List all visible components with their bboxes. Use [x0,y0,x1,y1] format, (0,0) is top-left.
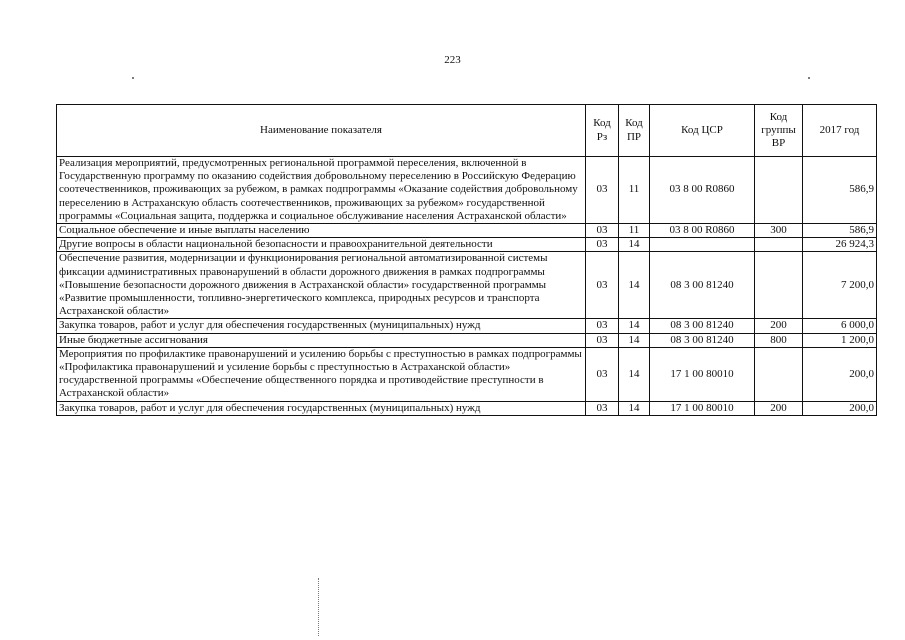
row-pr: 14 [619,252,650,319]
row-csr: 08 3 00 81240 [650,333,755,347]
row-vr [755,238,803,252]
row-rz: 03 [586,238,619,252]
row-name: Обеспечение развития, модернизации и функционирования региональной автоматизированной системы фиксации административных правонарушений в области дорожного движения в рамках подпрограммы «Повышение безопасности дорожного движения в Астраханской области» государственной программы «Развитие промышленности, топливно-энергетического комплекса, природных ресурсов и транспорта Астраханской области» [57,252,586,319]
row-amount: 6 000,0 [803,319,877,333]
row-name: Иные бюджетные ассигнования [57,333,586,347]
table-header-row [57,105,877,157]
row-rz: 03 [586,347,619,401]
table-row [57,252,877,319]
row-csr: 08 3 00 81240 [650,252,755,319]
row-csr: 03 8 00 R0860 [650,157,755,224]
row-pr: 11 [619,157,650,224]
table-row [57,238,877,252]
row-vr [755,252,803,319]
scan-dot [808,77,810,79]
row-vr: 800 [755,333,803,347]
row-csr: 17 1 00 80010 [650,401,755,415]
row-csr: 03 8 00 R0860 [650,224,755,238]
row-csr: 17 1 00 80010 [650,347,755,401]
row-rz: 03 [586,252,619,319]
table-row [57,224,877,238]
header-csr: Код ЦСР [650,105,755,157]
row-csr: 08 3 00 81240 [650,319,755,333]
row-rz: 03 [586,157,619,224]
row-amount: 1 200,0 [803,333,877,347]
row-amount: 200,0 [803,401,877,415]
row-name: Реализация мероприятий, предусмотренных региональной программой переселения, включенной в Государственную программу по оказанию содействия добровольному переселению в Российскую Федерацию соотечественников, проживающих за рубежом, в рамках подпрограммы «Оказание содействия добровольному переселению в Астраханскую область соотечественников, проживающих за рубежом» государственной программы «Социальная защита, поддержка и социальное обслуживание населения Астраханской области» [57,157,586,224]
table-row [57,347,877,401]
row-vr: 200 [755,319,803,333]
scan-line [318,578,320,636]
row-amount: 26 924,3 [803,238,877,252]
row-pr: 14 [619,401,650,415]
row-amount: 586,9 [803,224,877,238]
header-year: 2017 год [803,105,877,157]
row-rz: 03 [586,333,619,347]
row-rz: 03 [586,224,619,238]
row-pr: 14 [619,333,650,347]
row-name: Другие вопросы в области национальной безопасности и правоохранительной деятельности [57,238,586,252]
row-vr [755,347,803,401]
page-number: 223 [444,54,461,66]
row-vr: 300 [755,224,803,238]
row-pr: 11 [619,224,650,238]
table-row [57,333,877,347]
header-vr: Код группы ВР [755,105,803,157]
header-name: Наименование показателя [57,105,586,157]
row-rz: 03 [586,401,619,415]
header-pr: Код ПР [619,105,650,157]
row-name: Закупка товаров, работ и услуг для обеспечения государственных (муниципальных) нужд [57,319,586,333]
row-pr: 14 [619,347,650,401]
row-amount: 7 200,0 [803,252,877,319]
row-amount: 586,9 [803,157,877,224]
table-row [57,319,877,333]
row-name: Социальное обеспечение и иные выплаты населению [57,224,586,238]
budget-table [56,104,877,416]
table-row [57,401,877,415]
header-rz: Код Рз [586,105,619,157]
row-pr: 14 [619,238,650,252]
table-row [57,157,877,224]
row-amount: 200,0 [803,347,877,401]
row-vr: 200 [755,401,803,415]
row-pr: 14 [619,319,650,333]
row-name: Закупка товаров, работ и услуг для обеспечения государственных (муниципальных) нужд [57,401,586,415]
row-csr [650,238,755,252]
scan-dot [132,77,134,79]
row-name: Мероприятия по профилактике правонарушений и усилению борьбы с преступностью в рамках подпрограммы «Профилактика правонарушений и усиление борьбы с преступностью в Астраханской области» государственной программы «Обеспечение общественного порядка и противодействие преступности в Астраханской области» [57,347,586,401]
row-vr [755,157,803,224]
row-rz: 03 [586,319,619,333]
